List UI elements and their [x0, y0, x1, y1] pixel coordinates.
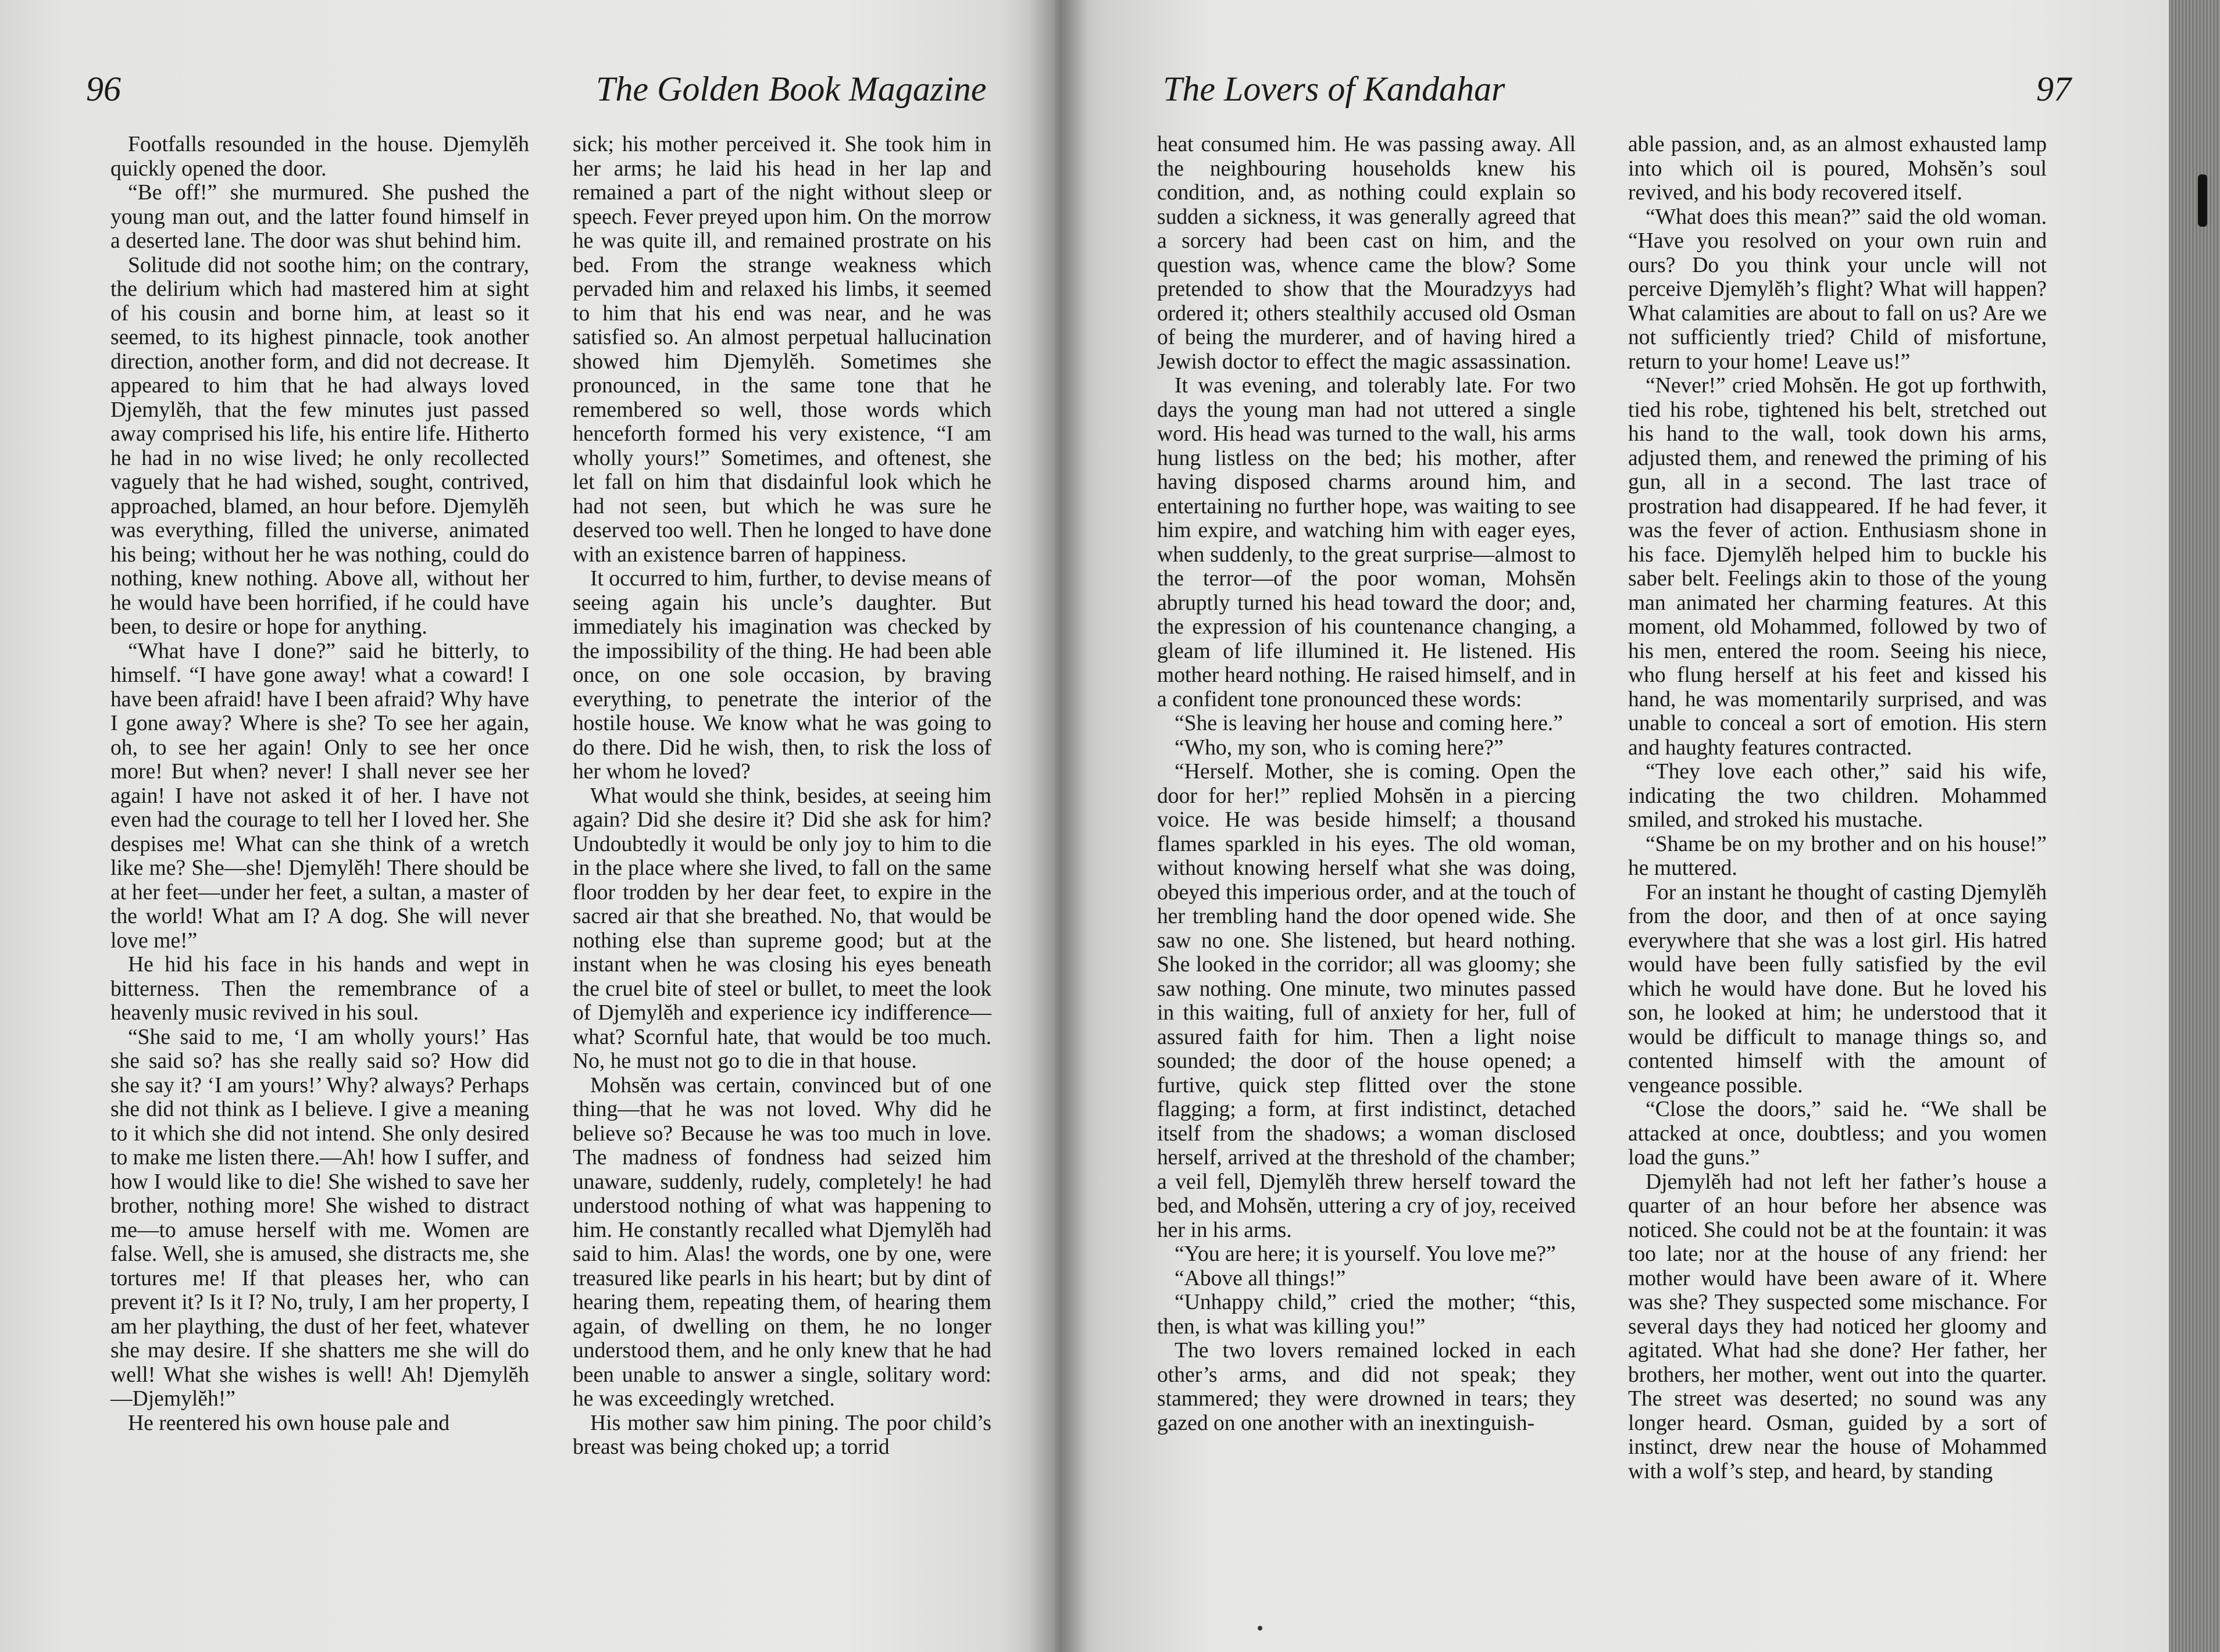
paragraph: “What does this mean?” said the old woman. “Have you resolved on your own ruin and ours? Do you think your uncle will not perceive Djemylĕh’s flight? What will happen? What calamities are about to fall on us? Are we not sufficiently tried? Child of misfortune, return to your home! Leave us!”	[1628, 205, 2047, 374]
left-page-number: 96	[86, 70, 121, 108]
paragraph: “Above all things!”	[1175, 1266, 1346, 1290]
paragraph: He reentered his own house pale and	[128, 1411, 450, 1435]
paragraph: Djemylĕh had not left her father’s house a quarter of an hour before her absence was noticed. She could not be at the fountain: it was too late; nor at the house of any friend: her mother would have been aware of it. Where was she? They suspected some mischance. For several days they had noticed her gloomy and agitated. What had she done? Her father, her brothers, her mother, went out into the quarter. The street was deserted; no sound was any longer heard. Osman, guided by a sort of instinct, drew near the house of Mohammed with a wolf’s step, and heard, by standing	[1628, 1170, 2047, 1483]
paragraph: It was evening, and tolerably late. For two days the young man had not uttered a single word. His head was turned to the wall, his arms hung listless on the bed; his mother, after having disposed charms around him, and entertaining no further hope, was waiting to see him expire, and watching him with eager eyes, when suddenly, to the great surprise—almost to the terror—of the poor woman, Mohsĕn abruptly turned his head toward the door; and, the expression of his countenance changing, a gleam of life illumined it. He listened. His mother heard nothing. He raised himself, and in a confident tone pronounced these words:	[1157, 374, 1576, 711]
paragraph: able passion, and, as an almost exhausted lamp into which oil is poured, Mohsĕn’s soul revived, and his body recovered itself.	[1628, 133, 2047, 205]
paragraph: Mohsĕn was certain, convinced but of one thing—that he was not loved. Why did he believe so? Because he was too much in love. The madness of fondness had seized him unaware, suddenly, rudely, completely! he had understood nothing of what was happening to him. He constantly recalled what Djemylĕh had said to him. Alas! the words, one by one, were treasured like pearls in his heart; but by dint of hearing them, repeating them, of hearing them again, of dwelling on them, he no longer understood them, and he only knew that he had been unable to answer a single, solitary word: he was exceedingly wretched.	[573, 1073, 991, 1411]
page-speck	[1258, 1626, 1262, 1630]
right-page-column-1	[1157, 133, 1576, 1435]
paragraph: “Unhappy child,” cried the mother; “this, then, is what was killing you!”	[1157, 1290, 1576, 1339]
paragraph: Solitude did not soothe him; on the contrary, the delirium which had mastered him at sight of his cousin and borne him, at least so it seemed, to its highest pinnacle, took another direction, another form, and did not decrease. It appeared to him that he had always loved Djemylĕh, that the few minutes just passed away comprised his life, his entire life. Hitherto he had in no wise lived; he only recollected vaguely that he had wished, sought, contrived, approached, blamed, an hour before. Djemylĕh was everything, filled the universe, animated his being; without her he was nothing, could do nothing, knew nothing. Above all, without her he would have been horrified, if he could have been, to desire or hope for anything.	[110, 253, 529, 639]
left-running-title: The Golden Book Magazine	[596, 70, 987, 108]
right-running-title: The Lovers of Kandahar	[1163, 70, 1505, 108]
paragraph: sick; his mother perceived it. She took him in her arms; he laid his head in her lap and remained a part of the night without sleep or speech. Fever preyed upon him. On the morrow he was quite ill, and remained prostrate on his bed. From the strange weakness which pervaded him and relaxed his limbs, it seemed to him that his end was near, and he was satisfied so. An almost perpetual hallucination showed him Djemylĕh. Sometimes she pronounced, in the same tone that he remembered so well, those words which henceforth formed his very existence, “I am wholly yours!” Sometimes, and oftenest, she let fall on him that disdainful look which he had not seen, but which he was sure he deserved too well. Then he longed to have done with an existence barren of happiness.	[573, 133, 991, 567]
paragraph: “Close the doors,” said he. “We shall be attacked at once, doubtless; and you women load the guns.”	[1628, 1097, 2047, 1170]
right-page-column-2	[1628, 133, 2047, 1483]
left-page-column-2	[573, 133, 991, 1460]
paragraph: “She said to me, ‘I am wholly yours!’ Has she said so? has she really said so? How did she say it? ‘I am yours!’ Why? always? Perhaps she did not think as I believe. I give a meaning to it which she did not intend. She only desired to make me listen there.—Ah! how I suffer, and how I would like to die! She wished to save her brother, nothing more! She wished to distract me—to amuse herself with me. Women are false. Well, she is amused, she distracts me, she tortures me! If that pleases her, who can prevent it? Is it I? No, truly, I am her property, I am her plaything, the dust of her feet, whatever she may desire. If she shatters me she will do well! What she wishes is well! Ah! Djemylĕh—Djemylĕh!”	[110, 1025, 529, 1411]
paragraph: “Never!” cried Mohsĕn. He got up forthwith, tied his robe, tightened his belt, stretched out his hand to the wall, took down his arms, adjusted them, and renewed the priming of his gun, all in a second. The last trace of prostration had disappeared. If he had fever, it was the fever of action. Enthusiasm shone in his face. Djemylĕh helped him to buckle his saber belt. Feelings akin to those of the young man animated her charming features. At this moment, old Mohammed, followed by two of his men, entered the room. Seeing his niece, who flung herself at his feet and kissed his hand, he was momentarily surprised, and was unable to conceal a sort of emotion. His stern and haughty features contracted.	[1628, 374, 2047, 760]
paragraph: “Be off!” she murmured. She pushed the young man out, and the latter found himself in a deserted lane. The door was shut behind him.	[110, 181, 529, 253]
right-page-number: 97	[2036, 70, 2071, 108]
paragraph: “Shame be on my brother and on his house!” he muttered.	[1628, 832, 2047, 880]
page-edges	[2169, 0, 2220, 1652]
paragraph: “You are here; it is yourself. You love me?”	[1175, 1242, 1556, 1266]
paragraph: heat consumed him. He was passing away. All the neighbouring households knew his condition, and, as nothing could explain so sudden a sickness, it was generally agreed that a sorcery had been cast on him, and the question was, whence came the blow? Some pretended to show that the Mouradzyys had ordered it; others stealthily accused old Osman of being the murderer, and of having hired a Jewish doctor to effect the magic assassination.	[1157, 133, 1576, 374]
paragraph: “They love each other,” said his wife, indicating the two children. Mohammed smiled, and stroked his mustache.	[1628, 760, 2047, 832]
paragraph: “She is leaving her house and coming here.”	[1175, 711, 1563, 735]
paragraph: It occurred to him, further, to devise means of seeing again his uncle’s daughter. But immediately his imagination was checked by the impossibility of the thing. He had been able once, on one sole occasion, by braving everything, to penetrate the interior of the hostile house. We know what he was going to do there. Did he wish, then, to risk the loss of her whom he loved?	[573, 567, 991, 784]
paragraph: Footfalls resounded in the house. Djemylĕh quickly opened the door.	[110, 133, 529, 181]
paragraph: “Herself. Mother, she is coming. Open the door for her!” replied Mohsĕn in a piercing voice. He was beside himself; a thousand flames sparkled in his eyes. The old woman, without knowing herself what she was doing, obeyed this imperious order, and at the touch of her trembling hand the door opened wide. She saw no one. She listened, but heard nothing. She looked in the corridor; all was gloomy; she saw nothing. One minute, two minutes passed in this waiting, full of anxiety for her, full of assured faith for him. Then a light noise sounded; the door of the house opened; a furtive, quick step flitted over the stone flagging; a form, at first indistinct, detached itself from the shadows; a woman disclosed herself, arrived at the threshold of the chamber; a veil fell, Djemylĕh threw herself toward the bed, and Mohsĕn, uttering a cry of joy, received her in his arms.	[1157, 760, 1576, 1242]
paragraph: “Who, my son, who is coming here?”	[1175, 735, 1504, 760]
paragraph: “What have I done?” said he bitterly, to himself. “I have gone away! what a coward! I have been afraid! have I been afraid? Why have I gone away? Where is she? To see her again, oh, to see her again! Only to see her once more! But when? never! I shall never see her again! I have not asked it of her. I have not even had the courage to tell her I loved her. She despises me! What can she think of a wretch like me? She—she! Djemylĕh! There should be at her feet—under her feet, a sultan, a master of the world! What am I? A dog. She will never love me!”	[110, 639, 529, 953]
paragraph: The two lovers remained locked in each other’s arms, and did not speak; they stammered; they were drowned in tears; they gazed on one another with an inextinguish-	[1157, 1339, 1576, 1435]
paragraph: What would she think, besides, at seeing him again? Did she desire it? Did she ask for him? Undoubtedly it would be only joy to him to die in the place where she lived, to fall on the same floor trodden by her dear feet, to expire in the sacred air that she breathed. No, that would be nothing else than supreme good; but at the instant when he was closing his eyes beneath the cruel bite of steel or bullet, to meet the look of Djemylĕh and experience icy indifference—what? Scornful hate, that would be too much. No, he must not go to die in that house.	[573, 784, 991, 1073]
paragraph: He hid his face in his hands and wept in bitterness. Then the remembrance of a heavenly music revived in his soul.	[110, 953, 529, 1025]
paragraph: For an instant he thought of casting Djemylĕh from the door, and then of at once saying everywhere that she was a lost girl. His hatred would have been fully satisfied by the evil which he would have done. But he loved his son, he looked at him; he understood that it would be difficult to manage things so, and contented himself with the amount of vengeance possible.	[1628, 880, 2047, 1097]
left-page-column-1	[110, 133, 529, 1435]
book-gutter	[1029, 0, 1087, 1652]
paragraph: His mother saw him pining. The poor child’s breast was being choked up; a torrid	[573, 1411, 991, 1459]
